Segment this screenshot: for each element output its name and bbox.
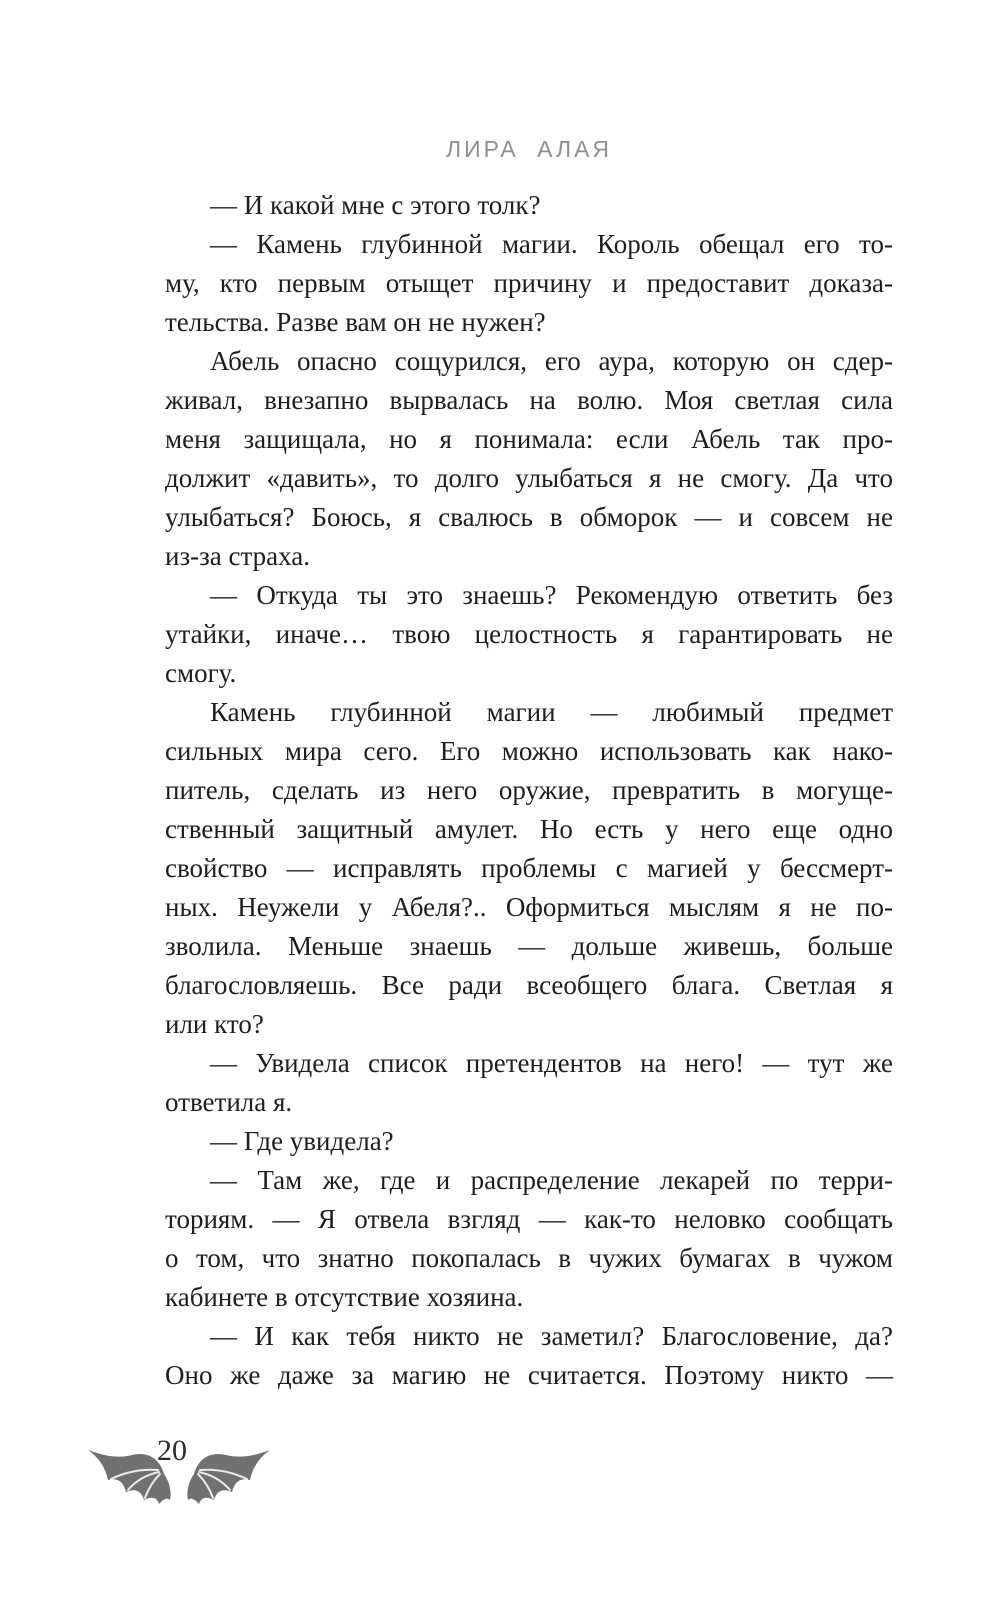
body-line: или кто? <box>165 1009 264 1039</box>
page-footer <box>0 1430 1000 1520</box>
body-line: сильных мира сего. Его можно использовать как нако- <box>165 736 893 766</box>
body-line: ных. Неужели у Абеля?.. Оформиться мыслям я не по- <box>165 892 893 922</box>
body-line: — И какой мне с этого толк? <box>210 190 541 220</box>
body-line: зволила. Меньше знаешь — дольше живешь, больше <box>165 931 893 961</box>
page-number: 20 <box>157 1434 187 1467</box>
body-line: свойство — исправлять проблемы с магией у бессмерт- <box>165 853 893 883</box>
body-line: му, кто первым отыщет причину и предоставит доказа- <box>165 268 893 298</box>
body-line: кабинете в отсутствие хозяина. <box>165 1282 524 1312</box>
body-line: меня защищала, но я понимала: если Абель так про- <box>165 424 893 454</box>
body-line: должит «давить», то долго улыбаться я не смогу. Да что <box>165 463 893 493</box>
body-line: улыбаться? Боюсь, я свалюсь в обморок — и совсем не <box>165 502 893 532</box>
body-line: о том, что знатно покопалась в чужих бумагах в чужом <box>165 1243 893 1273</box>
body-line: ториям. — Я отвела взгляд — как-то неловко сообщать <box>165 1204 893 1234</box>
body-line: Оно же даже за магию не считается. Поэтому никто — <box>165 1360 893 1390</box>
body-line: смогу. <box>165 658 237 688</box>
body-line: — Камень глубинной магии. Король обещал его то- <box>210 229 893 259</box>
body-line: живал, внезапно вырвалась на волю. Моя светлая сила <box>165 385 893 415</box>
body-line: ответила я. <box>165 1087 293 1117</box>
running-head-author: ЛИРА АЛАЯ <box>445 136 613 162</box>
body-line: благословляешь. Все ради всеобщего блага. Светлая я <box>165 970 893 1000</box>
body-line: — Увидела список претендентов на него! — тут же <box>210 1048 893 1078</box>
body-line: — И как тебя никто не заметил? Благословение, да? <box>210 1321 893 1351</box>
body-line: тельства. Разве вам он не нужен? <box>165 307 546 337</box>
body-line: — Откуда ты это знаешь? Рекомендую ответить без <box>210 580 893 610</box>
body-line: — Где увидела? <box>210 1126 394 1156</box>
body-text <box>165 186 893 1395</box>
body-line: Абель опасно сощурился, его аура, которую он сдер- <box>210 346 893 376</box>
dragon-wings-icon <box>84 1448 274 1510</box>
body-line: питель, сделать из него оружие, превратить в могуще- <box>165 775 893 805</box>
body-line: из-за страха. <box>165 541 310 571</box>
body-line: утайки, иначе… твою целостность я гарантировать не <box>165 619 893 649</box>
body-line: ственный защитный амулет. Но есть у него еще одно <box>165 814 893 844</box>
body-line: Камень глубинной магии — любимый предмет <box>210 697 893 727</box>
body-line: — Там же, где и распределение лекарей по терри- <box>210 1165 893 1195</box>
